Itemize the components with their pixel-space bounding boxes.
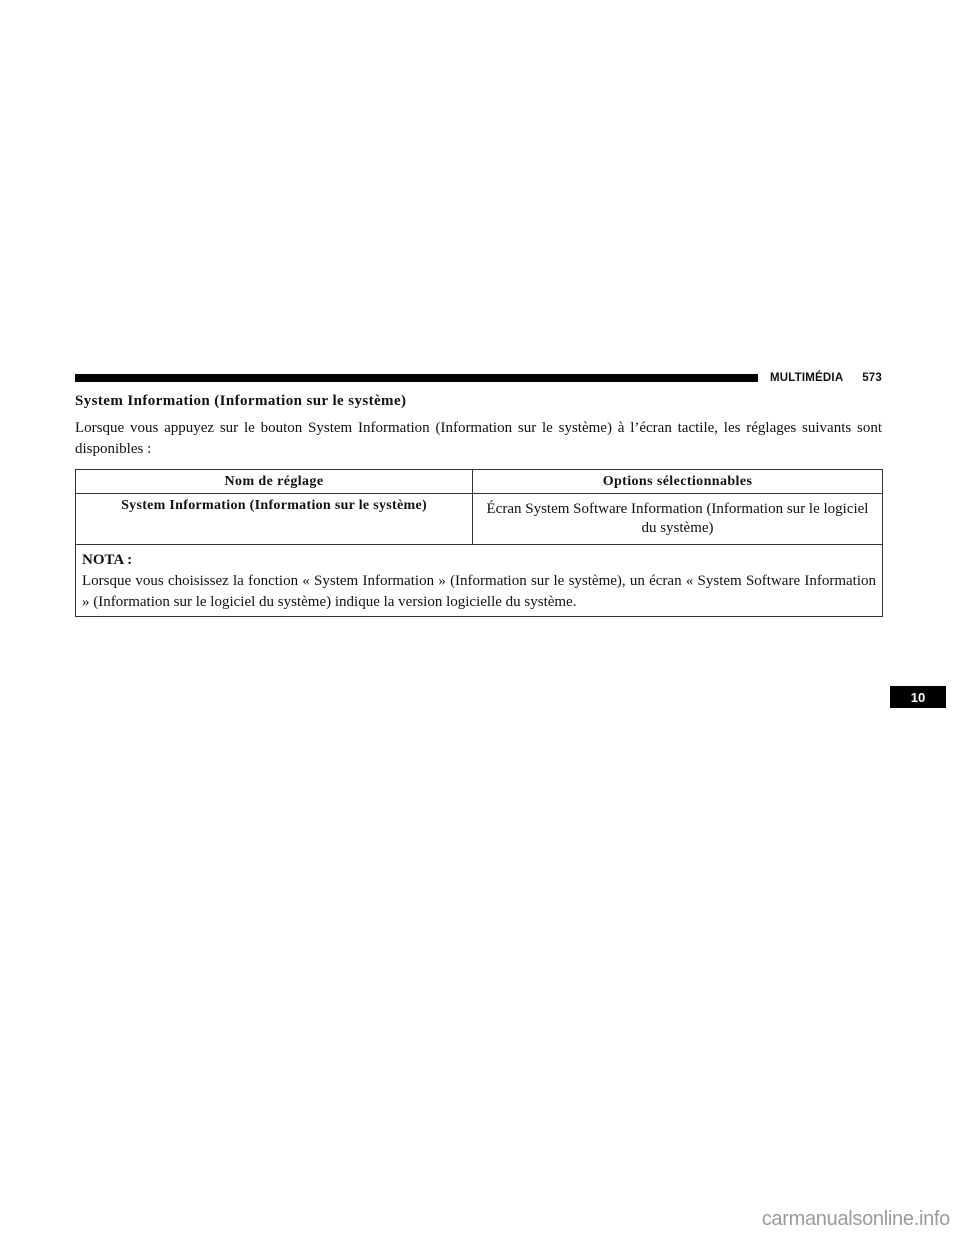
setting-name-cell: System Information (Information sur le système) [76,494,473,545]
column-header-options: Options sélectionnables [473,470,883,494]
note-cell [76,545,883,617]
setting-options-cell: Écran System Software Information (Information sur le logiciel du système) [473,494,883,545]
watermark: carmanualsonline.info [761,1208,950,1230]
running-header [770,370,882,386]
note-text: Lorsque vous choisissez la fonction « System Information » (Information sur le système), un écran « System Software Information » (Information sur le logiciel du système) indique la version logicielle du système. [82,573,876,610]
section-title: System Information (Information sur le système) [75,393,407,409]
settings-table [75,469,883,617]
intro-paragraph: Lorsque vous appuyez sur le bouton System Information (Information sur le système) à l’écran tactile, les réglages suivants sont disponibles : [75,420,882,457]
header-section-name: MULTIMÉDIA [770,372,844,384]
header-rule [75,374,758,382]
note-row [76,545,883,617]
chapter-tab: 10 [890,686,946,708]
page-number: 573 [862,372,882,384]
table-row [76,494,883,545]
column-header-setting-name: Nom de réglage [76,470,473,494]
table-header-row [76,470,883,494]
note-title: NOTA : [82,552,133,568]
